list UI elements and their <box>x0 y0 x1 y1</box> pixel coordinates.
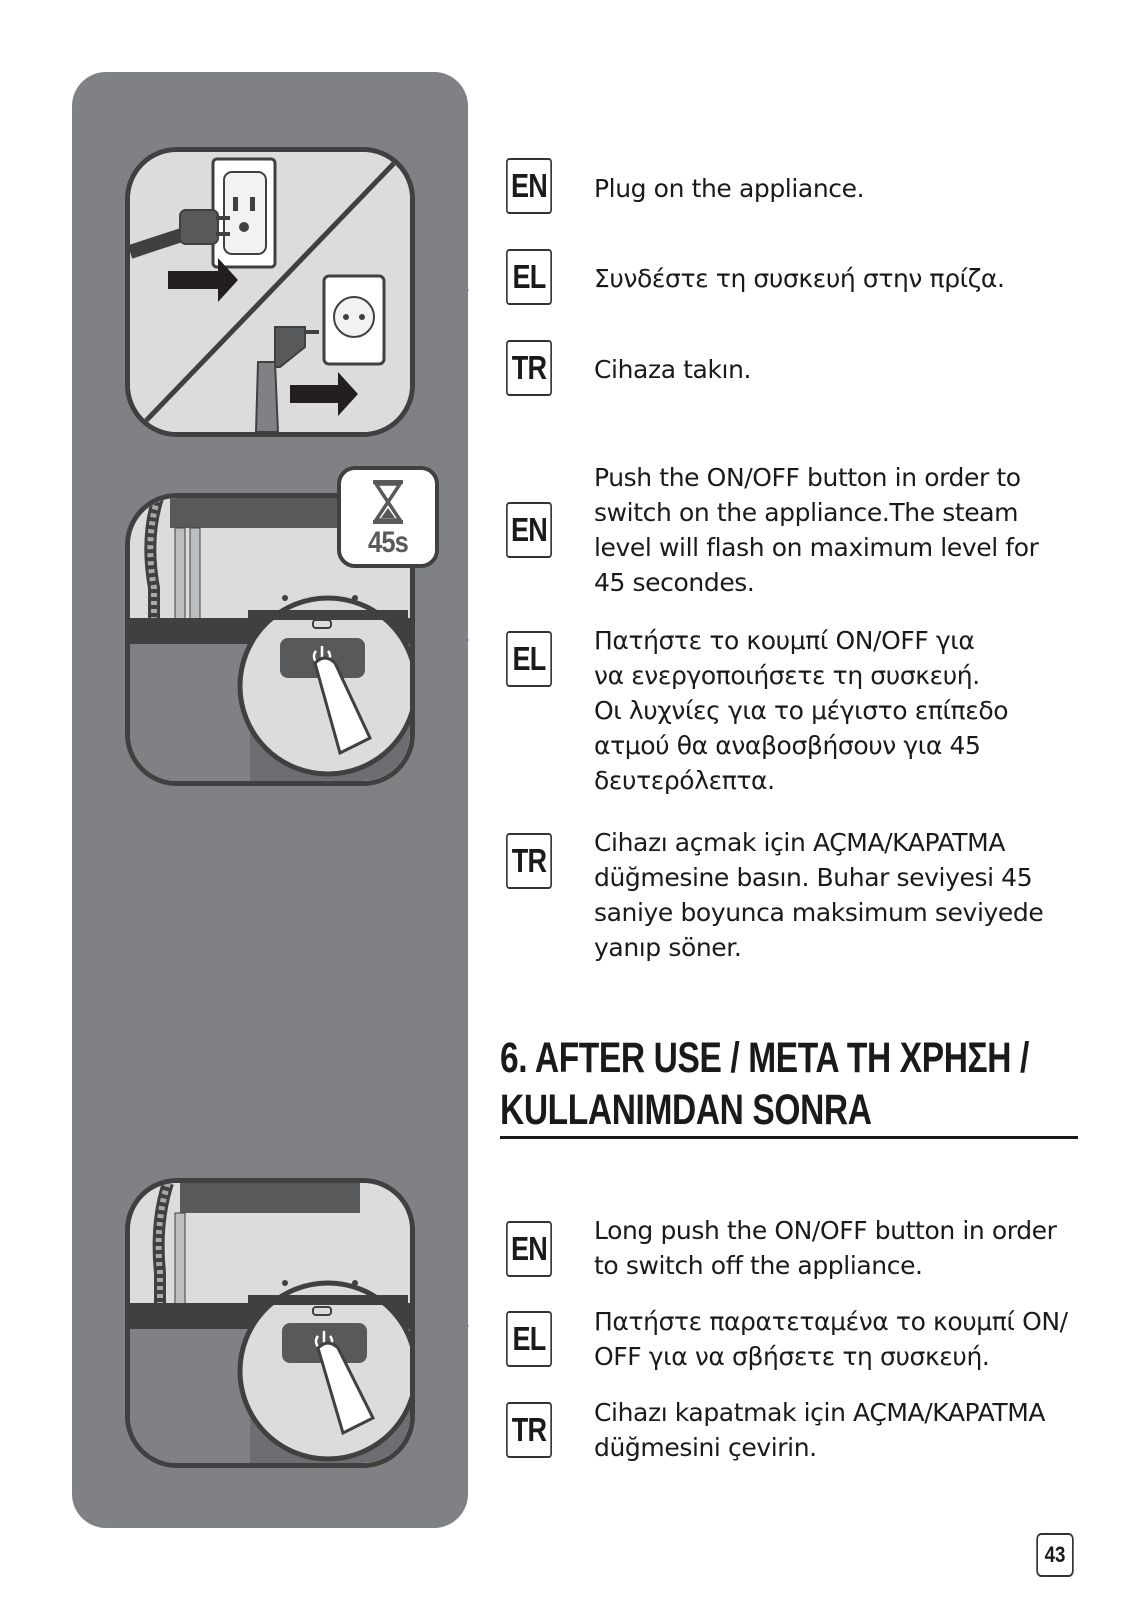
plug-illustration <box>125 147 415 437</box>
lang-badge-en: EN <box>506 1221 552 1277</box>
timer-label: 45s <box>367 526 409 559</box>
sidebar-pointer-1 <box>433 254 469 326</box>
section-heading: 6. AFTER USE / META ΤΗ ΧΡΗΣΗ / KULLANIMDAN SONRA <box>500 1034 1029 1134</box>
step-text-el: Πατήστε το κουμπί ON/OFF για να ενεργοποιήσετε τη συσκευή. Οι λυχνίες για το μέγιστο επίπεδο ατμού θα αναβοσβήσουν για 45 δευτερόλεπτα. <box>594 626 1009 795</box>
step-text-el: Πατήστε παρατεταμένα το κουμπί ON/ OFF για να σβήσετε τη συσκευή. <box>594 1307 1068 1371</box>
step-text-en: Plug on the appliance. <box>594 174 865 203</box>
lang-badge-tr: TR <box>506 340 552 396</box>
lang-badge-en: EN <box>506 502 552 558</box>
timer-badge <box>337 466 439 568</box>
power-off-illustration <box>125 1178 415 1468</box>
lang-badge-el: EL <box>506 1311 552 1367</box>
lang-badge-en: EN <box>506 158 552 214</box>
heading-rule <box>500 1136 1078 1139</box>
page-number: 43 <box>1036 1533 1073 1577</box>
step-text-tr: Cihazı açmak için AÇMA/KAPATMA düğmesine basın. Buhar seviyesi 45 saniye boyunca maksimum seviyede yanıp söner. <box>594 828 1044 962</box>
step-text-en: Push the ON/OFF button in order to switch on the appliance.The steam level will flash on maximum level for 45 secondes. <box>594 463 1039 597</box>
sidebar-pointer-2 <box>433 604 469 676</box>
step-text-el: Συνδέστε τη συσκευή στην πρίζα. <box>594 264 1005 293</box>
hourglass-icon <box>341 470 435 526</box>
step-text-tr: Cihaza takın. <box>594 355 752 384</box>
sidebar-pointer-3 <box>433 1290 469 1362</box>
step-text-tr: Cihazı kapatmak için AÇMA/KAPATMA düğmesini çevirin. <box>594 1398 1046 1462</box>
lang-badge-el: EL <box>506 249 552 305</box>
lang-badge-tr: TR <box>506 833 552 889</box>
step-text-en: Long push the ON/OFF button in order to switch off the appliance. <box>594 1216 1057 1280</box>
lang-badge-el: EL <box>506 631 552 687</box>
lang-badge-tr: TR <box>506 1402 552 1458</box>
